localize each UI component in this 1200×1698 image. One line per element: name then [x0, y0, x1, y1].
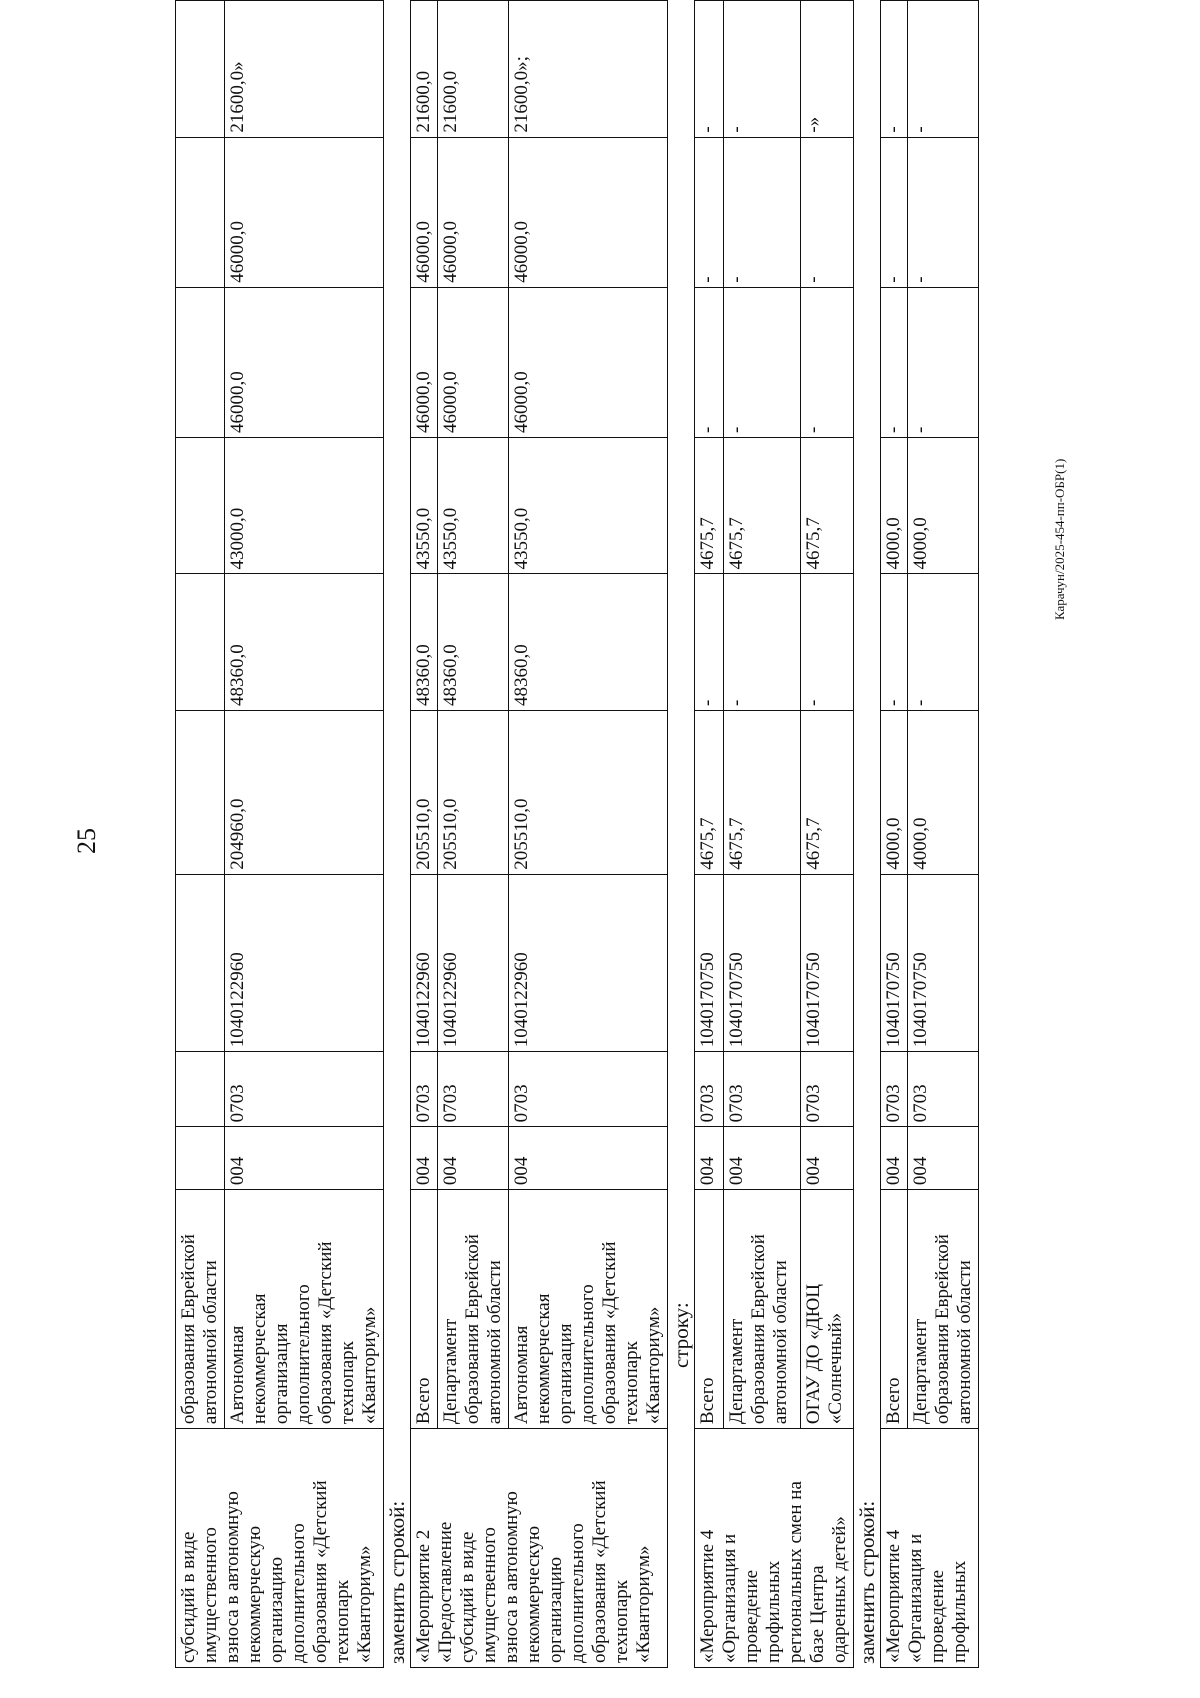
table-row: [509, 1, 668, 1668]
grbs-cell: 004: [800, 1127, 853, 1190]
year-cell: 43550,0: [438, 437, 509, 574]
year-cell: -: [908, 1, 979, 138]
year-cell: 48360,0: [411, 574, 438, 711]
table-row: [908, 1, 979, 1668]
rzpr-cell: 0703: [438, 1052, 509, 1127]
grbs-cell: 004: [724, 1127, 801, 1190]
year-cell: 43550,0: [509, 437, 668, 574]
total-cell: 4675,7: [724, 710, 801, 874]
year-cell: 43000,0: [225, 437, 384, 574]
csr-cell: 1040122960: [509, 874, 668, 1051]
year-cell: -: [695, 287, 724, 437]
year-cell: 46000,0: [225, 287, 384, 437]
document-code: Карачун/2025-454-пп-ОБР(1): [1052, 458, 1067, 620]
year-cell: 21600,0»: [225, 1, 384, 138]
table-row: [881, 1, 908, 1668]
instruction-text: заменить строкой:: [385, 1500, 409, 1664]
year-cell: 21600,0: [438, 1, 509, 138]
table-original-2: [694, 0, 854, 1668]
rzpr-cell: 0703: [225, 1052, 384, 1127]
year-cell: 21600,0»;: [509, 1, 668, 138]
csr-cell: 1040122960: [411, 874, 438, 1051]
grbs-cell: 004: [438, 1127, 509, 1190]
csr-cell: 1040170750: [724, 874, 801, 1051]
csr-cell: 1040122960: [225, 874, 384, 1051]
year-cell: 46000,0: [411, 287, 438, 437]
rzpr-cell: 0703: [724, 1052, 801, 1127]
total-cell: 205510,0: [438, 710, 509, 874]
grbs-cell: 004: [509, 1127, 668, 1190]
executor-cell: Департамент образования Еврейской автономной области: [908, 1190, 979, 1429]
year-cell: 46000,0: [411, 137, 438, 287]
program-cell: «Мероприятие 4 «Организация и проведение профильных: [881, 1429, 979, 1668]
year-cell: 43550,0: [411, 437, 438, 574]
rotated-document-body: [175, 0, 979, 1668]
grbs-cell: 004: [695, 1127, 724, 1190]
total-cell: 4000,0: [908, 710, 979, 874]
table-row: [438, 1, 509, 1668]
year-cell: -: [695, 574, 724, 711]
executor-cell: Департамент образования Еврейской автономной области: [438, 1190, 509, 1429]
grbs-cell: 004: [881, 1127, 908, 1190]
executor-cell: Автономная некоммерческая организация дополнительного образования «Детский технопарк «Кванториум»: [225, 1190, 384, 1429]
table-row: [800, 1, 853, 1668]
total-cell: 4675,7: [800, 710, 853, 874]
year-cell: 4675,7: [800, 437, 853, 574]
year-cell: -: [695, 1, 724, 138]
table-row: [176, 1, 225, 1668]
table-row: [411, 1, 438, 1668]
program-cell: «Мероприятие 4 «Организация и проведение профильных региональных смен на базе Центра одаренных детей»: [695, 1429, 854, 1668]
year-cell: -: [881, 287, 908, 437]
year-cell: -: [800, 574, 853, 711]
csr-cell: 1040170750: [800, 874, 853, 1051]
table-continuation: [175, 0, 384, 1668]
executor-cell: образования Еврейской автономной области: [176, 1190, 225, 1429]
page-number: 25: [72, 828, 101, 854]
total-cell: 205510,0: [509, 710, 668, 874]
total-cell: 205510,0: [411, 710, 438, 874]
year-cell: -: [908, 287, 979, 437]
year-cell: -: [695, 137, 724, 287]
rzpr-cell: 0703: [509, 1052, 668, 1127]
executor-cell: Департамент образования Еврейской автономной области: [724, 1190, 801, 1429]
year-cell: 46000,0: [438, 287, 509, 437]
year-cell: -: [800, 137, 853, 287]
year-cell: -: [724, 287, 801, 437]
csr-cell: 1040170750: [881, 874, 908, 1051]
program-cell: «Мероприятие 2 «Предоставление субсидий в виде имущественного взноса в автономную некоммерческую организацию дополнительного образования «Детский технопарк «Кванториум»: [411, 1429, 668, 1668]
year-cell: 46000,0: [225, 137, 384, 287]
csr-cell: 1040122960: [438, 874, 509, 1051]
year-cell: -: [881, 137, 908, 287]
year-cell: 4675,7: [695, 437, 724, 574]
total-cell: 4000,0: [881, 710, 908, 874]
year-cell: 46000,0: [509, 287, 668, 437]
executor-cell: Всего: [411, 1190, 438, 1429]
csr-cell: 1040170750: [908, 874, 979, 1051]
executor-cell: Всего: [881, 1190, 908, 1429]
program-cell: субсидий в виде имущественного взноса в автономную некоммерческую организацию дополнительного образования «Детский технопарк «Кванториум»: [176, 1429, 384, 1668]
year-cell: -: [881, 574, 908, 711]
grbs-cell: 004: [225, 1127, 384, 1190]
total-cell: 204960,0: [225, 710, 384, 874]
year-cell: 46000,0: [438, 137, 509, 287]
year-cell: 4000,0: [908, 437, 979, 574]
year-cell: -: [724, 1, 801, 138]
executor-cell: Всего: [695, 1190, 724, 1429]
rzpr-cell: 0703: [800, 1052, 853, 1127]
year-cell: 21600,0: [411, 1, 438, 138]
year-cell: -»: [800, 1, 853, 138]
executor-cell: ОГАУ ДО «ДЮЦ «Солнечный»: [800, 1190, 853, 1429]
table-replacement-1: [410, 0, 668, 1668]
year-cell: 48360,0: [509, 574, 668, 711]
rzpr-cell: 0703: [695, 1052, 724, 1127]
instruction-text: строку:: [669, 1302, 693, 1368]
year-cell: 4675,7: [724, 437, 801, 574]
year-cell: -: [724, 137, 801, 287]
table-replacement-2: [880, 0, 979, 1668]
year-cell: 4000,0: [881, 437, 908, 574]
rzpr-cell: 0703: [908, 1052, 979, 1127]
total-cell: 4675,7: [695, 710, 724, 874]
grbs-cell: 004: [908, 1127, 979, 1190]
rzpr-cell: 0703: [881, 1052, 908, 1127]
year-cell: -: [908, 574, 979, 711]
instruction-text: заменить строкой:: [855, 1500, 879, 1664]
table-row: [695, 1, 724, 1668]
csr-cell: 1040170750: [695, 874, 724, 1051]
year-cell: 46000,0: [509, 137, 668, 287]
table-row: [724, 1, 801, 1668]
grbs-cell: 004: [411, 1127, 438, 1190]
year-cell: -: [881, 1, 908, 138]
year-cell: -: [908, 137, 979, 287]
executor-cell: Автономная некоммерческая организация дополнительного образования «Детский технопарк «Кванториум»: [509, 1190, 668, 1429]
year-cell: 48360,0: [225, 574, 384, 711]
table-row: [225, 1, 384, 1668]
year-cell: -: [800, 287, 853, 437]
year-cell: 48360,0: [438, 574, 509, 711]
year-cell: -: [724, 574, 801, 711]
rzpr-cell: 0703: [411, 1052, 438, 1127]
